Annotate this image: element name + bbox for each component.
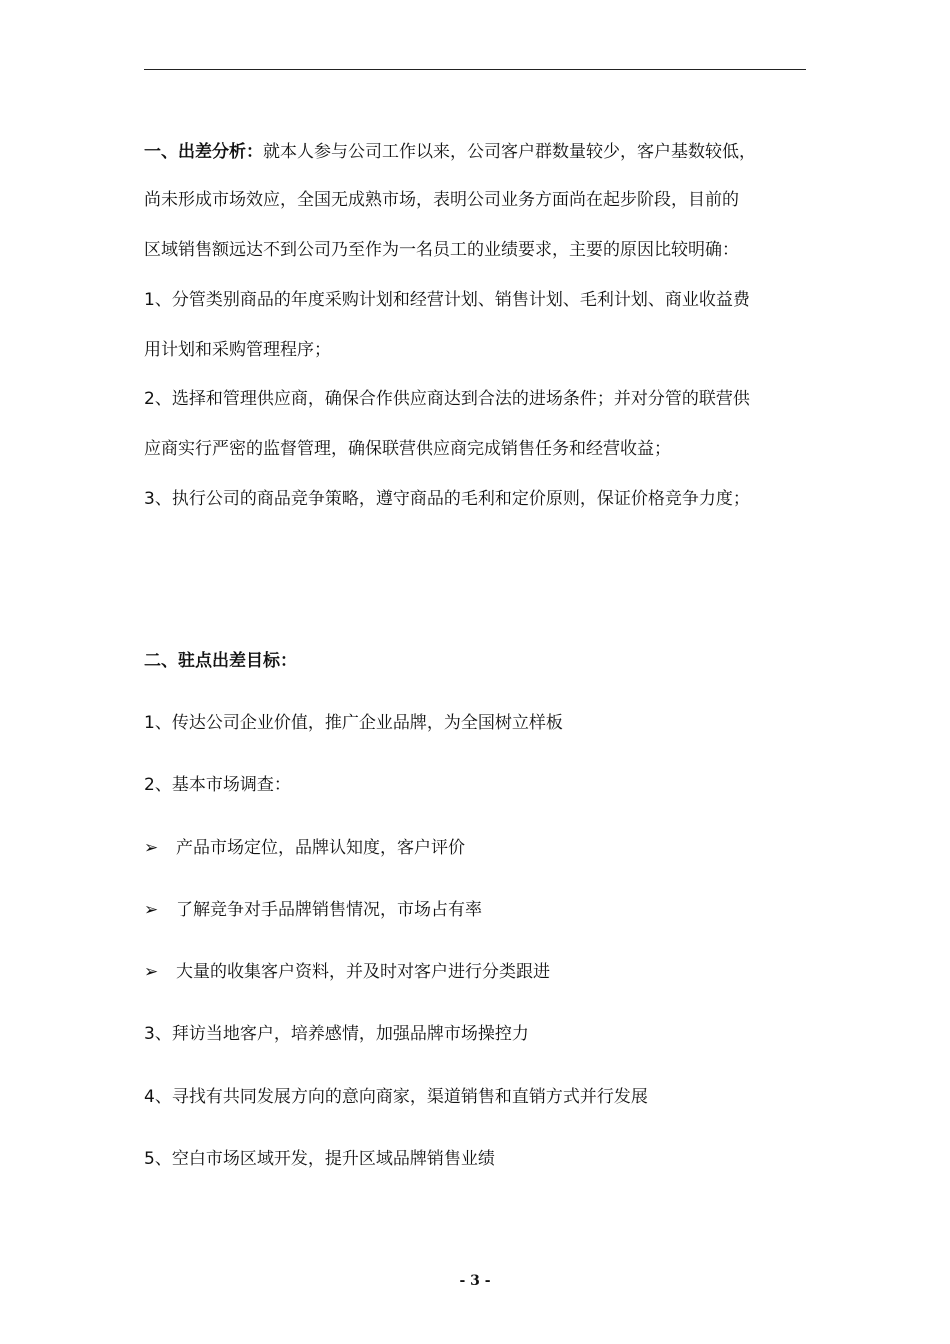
page-number: - 3 - (459, 1273, 491, 1289)
arrow-bullet-icon: ➢ (144, 962, 159, 982)
section1-heading: 一、出差分析： (144, 142, 263, 162)
paragraph-line: 就本人参与公司工作以来，公司客户群数量较少，客户基数较低， (263, 142, 756, 162)
list-item: 2、基本市场调查： (144, 775, 291, 795)
arrow-bullet-icon: ➢ (144, 900, 159, 920)
list-item: 3、拜访当地客户，培养感情，加强品牌市场操控力 (144, 1024, 529, 1044)
bullet-text: 了解竞争对手品牌销售情况，市场占有率 (176, 900, 482, 920)
paragraph-line: 应商实行严密的监督管理，确保联营供应商完成销售任务和经营收益； (144, 439, 671, 459)
paragraph-line: 1、分管类别商品的年度采购计划和经营计划、销售计划、毛利计划、商业收益费 (144, 290, 750, 310)
section1-first-line (144, 139, 756, 165)
section2-heading: 二、驻点出差目标： (144, 651, 297, 671)
header-rule (144, 69, 806, 70)
list-item: 5、空白市场区域开发，提升区域品牌销售业绩 (144, 1149, 495, 1169)
paragraph-line: 区域销售额远达不到公司乃至作为一名员工的业绩要求，主要的原因比较明确： (144, 240, 739, 260)
bullet-item (144, 835, 465, 861)
paragraph-line: 2、选择和管理供应商，确保合作供应商达到合法的进场条件；并对分管的联营供 (144, 389, 750, 409)
list-item: 1、传达公司企业价值，推广企业品牌，为全国树立样板 (144, 713, 563, 733)
list-item: 4、寻找有共同发展方向的意向商家，渠道销售和直销方式并行发展 (144, 1087, 648, 1107)
paragraph-line: 用计划和采购管理程序； (144, 340, 331, 360)
paragraph-line: 3、执行公司的商品竞争策略，遵守商品的毛利和定价原则，保证价格竞争力度； (144, 489, 750, 509)
bullet-text: 产品市场定位，品牌认知度，客户评价 (176, 838, 465, 858)
bullet-text: 大量的收集客户资料，并及时对客户进行分类跟进 (176, 962, 550, 982)
arrow-bullet-icon: ➢ (144, 838, 159, 858)
paragraph-line: 尚未形成市场效应，全国无成熟市场，表明公司业务方面尚在起步阶段，目前的 (144, 190, 739, 210)
bullet-item (144, 897, 482, 923)
bullet-item (144, 959, 550, 985)
